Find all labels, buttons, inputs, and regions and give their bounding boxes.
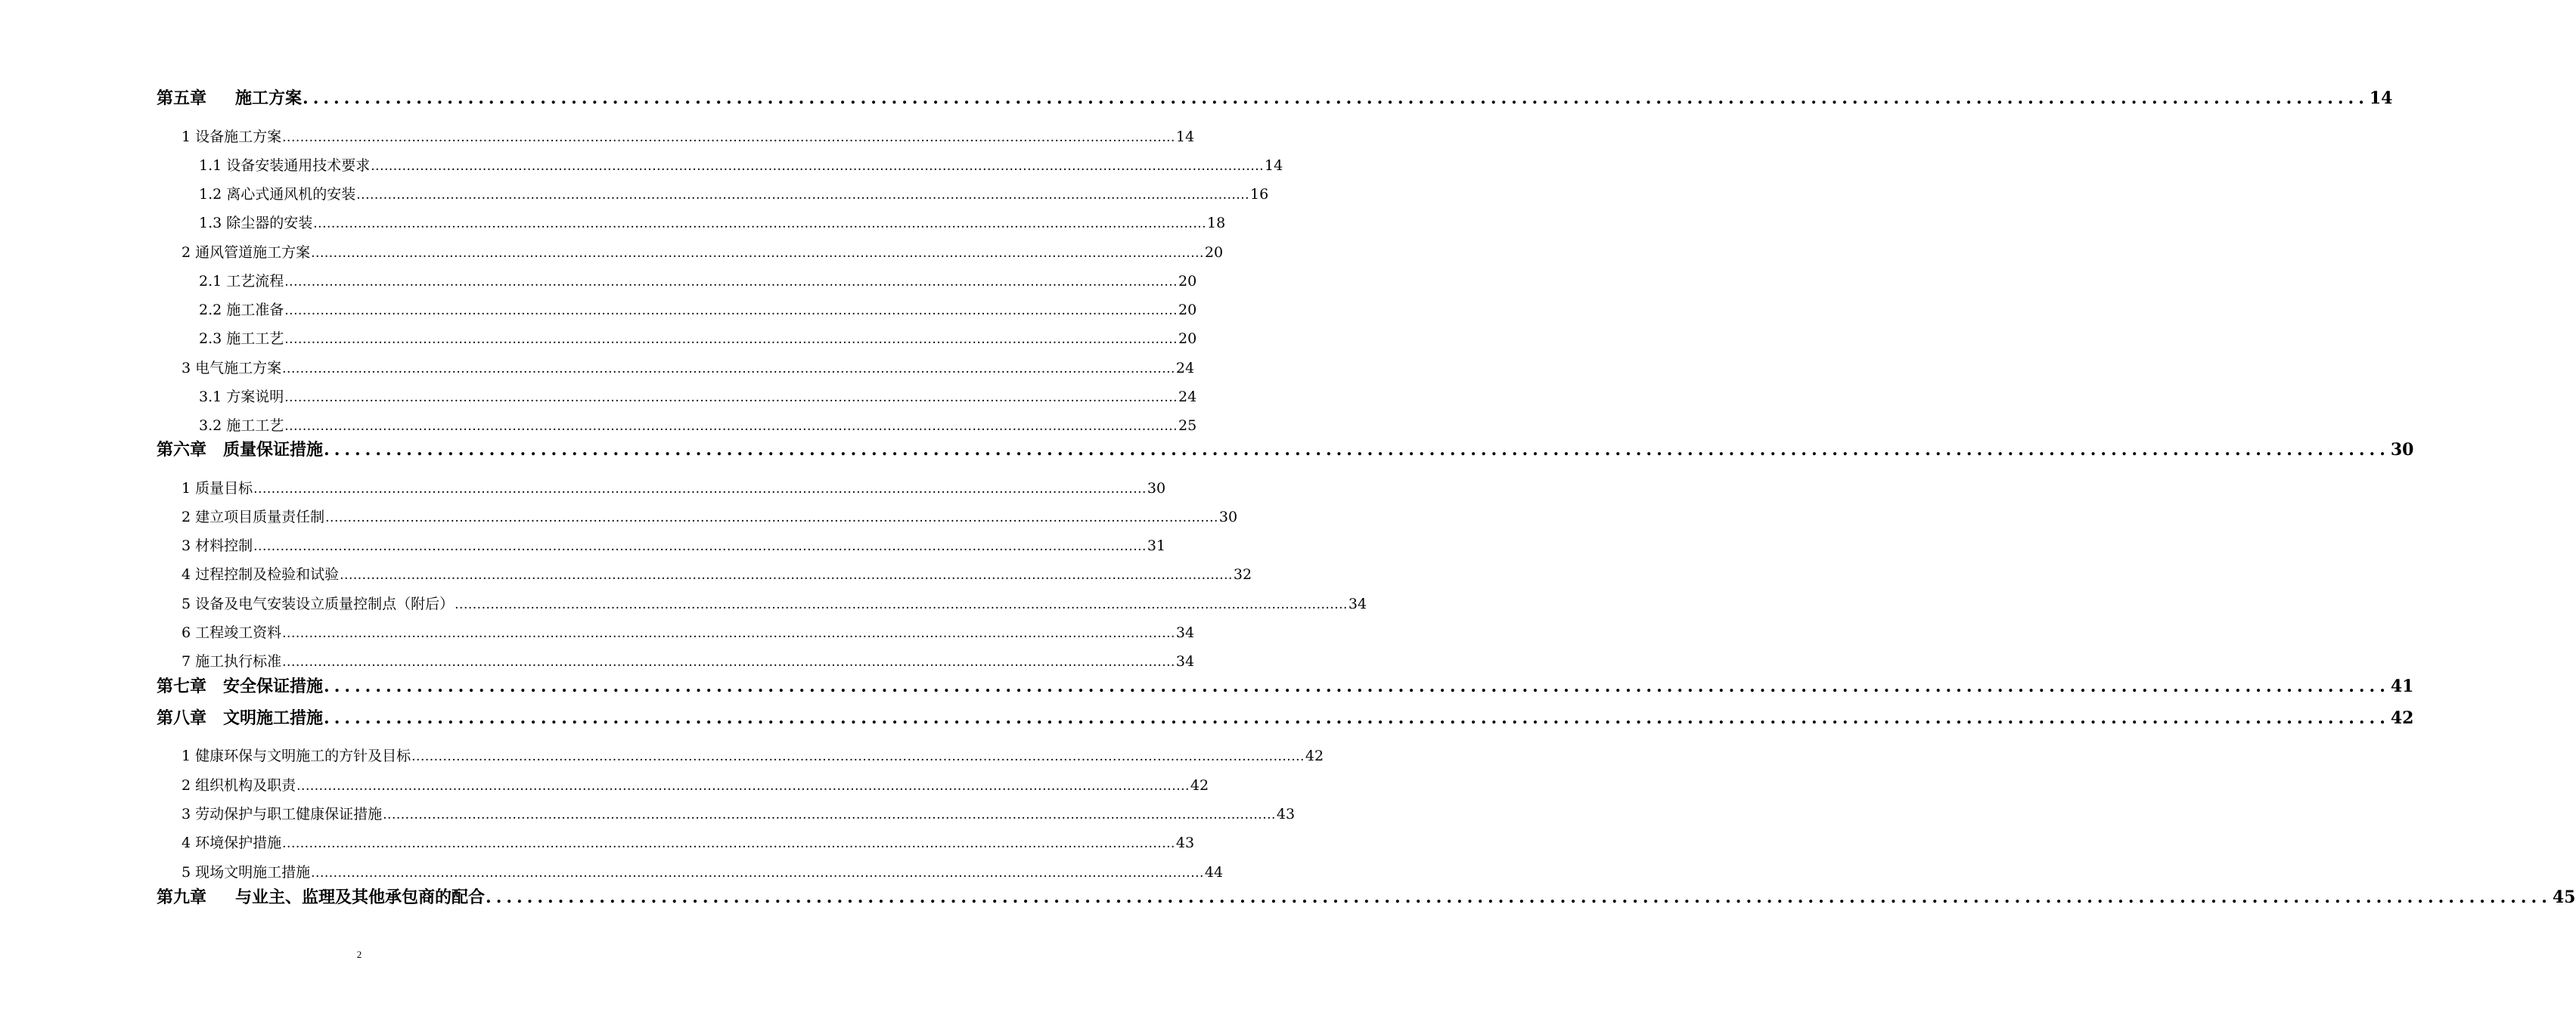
- toc-entry-title: 7 施工执行标准: [182, 653, 282, 670]
- toc-page-number: 43: [1175, 835, 1195, 851]
- toc-chapter-entry: [157, 675, 2414, 698]
- toc-leader-dots: ........................................................................................................................................................................................................: [311, 246, 1204, 261]
- toc-page-number: 24: [1175, 360, 1195, 376]
- toc-entry: [182, 593, 1367, 615]
- toc-chapter-title: 施工方案: [235, 88, 303, 108]
- toc-leader-dots: ........................................................................................................................................................................................................: [371, 159, 1265, 174]
- toc-leader-dots: ........................................................................................................................................................................................................: [282, 626, 1175, 641]
- toc-entry: [182, 832, 1195, 853]
- toc-entry: [182, 745, 1324, 767]
- toc-page-number: 30: [2390, 440, 2414, 460]
- toc-entry-title: 1 设备施工方案: [182, 129, 282, 145]
- toc-page-number: 20: [1204, 244, 1224, 261]
- toc-entry: [199, 328, 1197, 349]
- toc-leader-dots: ........................................................................................................................................................................................................: [282, 130, 1175, 145]
- toc-leader-dots: ........................................................................................................................................................................................................: [296, 779, 1190, 794]
- toc-entry-title: 5 设备及电气安装设立质量控制点（附后）: [182, 596, 455, 612]
- toc-page-number: 43: [1276, 806, 1296, 822]
- toc-leader-dots: ........................................................................................................................................................................................................: [303, 88, 2369, 108]
- toc-entry: [182, 804, 1296, 825]
- toc-entry: [182, 564, 1252, 585]
- toc-page-number: 16: [1250, 186, 1269, 203]
- toc-entry: [182, 622, 1195, 643]
- toc-leader-dots: ........................................................................................................................................................................................................: [284, 303, 1178, 318]
- toc-page-number: 44: [1204, 864, 1224, 881]
- toc-leader-dots: ........................................................................................................................................................................................................: [313, 216, 1207, 231]
- toc-chapter-entry: [157, 707, 2414, 729]
- toc-entry-title: 4 环境保护措施: [182, 835, 282, 851]
- toc-entry-title: 1.3 除尘器的安装: [199, 215, 313, 231]
- toc-leader-dots: ........................................................................................................................................................................................................: [486, 887, 2552, 907]
- toc-leader-dots: ........................................................................................................................................................................................................: [284, 419, 1178, 434]
- toc-entry-title: 2 建立项目质量责任制: [182, 509, 325, 525]
- toc-entry: [199, 415, 1197, 436]
- toc-chapter-title: 文明施工措施: [223, 708, 324, 728]
- toc-leader-dots: ........................................................................................................................................................................................................: [284, 390, 1178, 405]
- toc-entry: [199, 212, 1226, 234]
- toc-chapter-number: 第五章: [157, 88, 207, 108]
- toc-chapter-title: 安全保证措施: [223, 677, 324, 696]
- toc-leader-dots: ........................................................................................................................................................................................................: [324, 440, 2390, 460]
- toc-page-number: 41: [2390, 677, 2414, 696]
- toc-leader-dots: ........................................................................................................................................................................................................: [411, 749, 1305, 764]
- toc-entry: [182, 478, 1166, 499]
- toc-entry: [182, 358, 1195, 379]
- toc-leader-dots: ........................................................................................................................................................................................................: [311, 866, 1204, 881]
- toc-page-number: 18: [1207, 215, 1226, 231]
- toc-entry: [182, 862, 1224, 883]
- toc-entry-title: 1.2 离心式通风机的安装: [199, 186, 356, 203]
- toc-chapter-label: [157, 87, 302, 110]
- toc-chapter-number: 第八章: [157, 708, 207, 728]
- toc-chapter-title: 质量保证措施: [223, 440, 324, 460]
- toc-page-number: 20: [1178, 302, 1197, 318]
- toc-entry-title: 2.1 工艺流程: [199, 273, 284, 290]
- toc-chapter-entry: [157, 438, 2414, 461]
- toc-entry-title: 1 健康环保与文明施工的方针及目标: [182, 748, 411, 764]
- toc-chapter-number: 第九章: [157, 887, 207, 907]
- toc-entry-title: 3 材料控制: [182, 537, 253, 554]
- toc-entry: [182, 535, 1166, 556]
- toc-page-number: 34: [1348, 596, 1367, 612]
- toc-chapter-entry: [157, 886, 2576, 909]
- toc-page-number: 34: [1175, 624, 1195, 641]
- toc-chapter-label: [157, 675, 323, 698]
- toc-entry-title: 1.1 设备安装通用技术要求: [199, 157, 371, 174]
- toc-leader-dots: ........................................................................................................................................................................................................: [356, 187, 1250, 203]
- toc-entry: [199, 184, 1269, 205]
- toc-entry-title: 2.2 施工准备: [199, 302, 284, 318]
- toc-chapter-number: 第七章: [157, 677, 207, 696]
- toc-page-number: 25: [1178, 417, 1197, 434]
- toc-entry: [199, 271, 1197, 292]
- toc-chapter-label: [157, 886, 485, 909]
- toc-page-number: 31: [1147, 537, 1166, 554]
- toc-page-number: 30: [1218, 509, 1238, 525]
- toc-page-number: 24: [1178, 389, 1197, 405]
- toc-entry-title: 2.3 施工工艺: [199, 330, 284, 347]
- toc-entry: [182, 506, 1238, 528]
- toc-leader-dots: ........................................................................................................................................................................................................: [340, 568, 1233, 583]
- toc-leader-dots: ........................................................................................................................................................................................................: [383, 807, 1276, 822]
- toc-entry-title: 6 工程竣工资料: [182, 624, 282, 641]
- toc-page-number: 20: [1178, 273, 1197, 290]
- toc-entry-title: 3 电气施工方案: [182, 360, 282, 376]
- toc-page-number: 42: [1190, 777, 1209, 794]
- toc-chapter-label: [157, 438, 323, 461]
- toc-entry: [199, 299, 1197, 321]
- toc-entry-title: 5 现场文明施工措施: [182, 864, 311, 881]
- toc-page-number: 42: [2390, 708, 2414, 728]
- page-number: 2: [356, 949, 362, 960]
- toc-leader-dots: ........................................................................................................................................................................................................: [284, 332, 1178, 347]
- toc-entry-title: 1 质量目标: [182, 480, 253, 497]
- toc-leader-dots: ........................................................................................................................................................................................................: [284, 274, 1178, 290]
- toc-entry: [199, 386, 1197, 407]
- toc-entry-title: 3.1 方案说明: [199, 389, 284, 405]
- toc-chapter-number: 第六章: [157, 440, 207, 460]
- toc-entry-title: 3.2 施工工艺: [199, 417, 284, 434]
- toc-entry-title: 2 通风管道施工方案: [182, 244, 311, 261]
- toc-leader-dots: ........................................................................................................................................................................................................: [282, 836, 1175, 851]
- toc-page-number: 20: [1178, 330, 1197, 347]
- toc-leader-dots: ........................................................................................................................................................................................................: [324, 708, 2390, 728]
- toc-entry-title: 4 过程控制及检验和试验: [182, 566, 340, 583]
- toc-page-number: 30: [1147, 480, 1166, 497]
- toc-leader-dots: ........................................................................................................................................................................................................: [253, 482, 1147, 497]
- toc-leader-dots: ........................................................................................................................................................................................................: [324, 677, 2390, 696]
- toc-entry-title: 3 劳动保护与职工健康保证措施: [182, 806, 383, 822]
- toc-entry: [182, 651, 1195, 672]
- toc-leader-dots: ........................................................................................................................................................................................................: [325, 510, 1218, 525]
- toc-page-number: 45: [2552, 887, 2576, 907]
- toc-entry: [182, 126, 1195, 147]
- toc-leader-dots: ........................................................................................................................................................................................................: [282, 655, 1175, 670]
- toc-page-number: 14: [1175, 129, 1195, 145]
- toc-leader-dots: ........................................................................................................................................................................................................: [455, 597, 1348, 612]
- toc-entry-title: 2 组织机构及职责: [182, 777, 296, 794]
- toc-chapter-entry: [157, 87, 2393, 110]
- toc-entry: [199, 155, 1283, 176]
- toc-chapter-label: [157, 707, 323, 729]
- toc-leader-dots: ........................................................................................................................................................................................................: [253, 539, 1147, 554]
- toc-entry: [182, 775, 1209, 796]
- toc-leader-dots: ........................................................................................................................................................................................................: [282, 361, 1175, 376]
- toc-entry: [182, 242, 1224, 263]
- toc-page-number: 14: [1265, 157, 1283, 174]
- toc-page-number: 34: [1175, 653, 1195, 670]
- toc-page-number: 14: [2369, 88, 2393, 108]
- toc-page-number: 32: [1233, 566, 1252, 583]
- toc-chapter-title: 与业主、监理及其他承包商的配合: [235, 887, 486, 907]
- toc-page-number: 42: [1305, 748, 1324, 764]
